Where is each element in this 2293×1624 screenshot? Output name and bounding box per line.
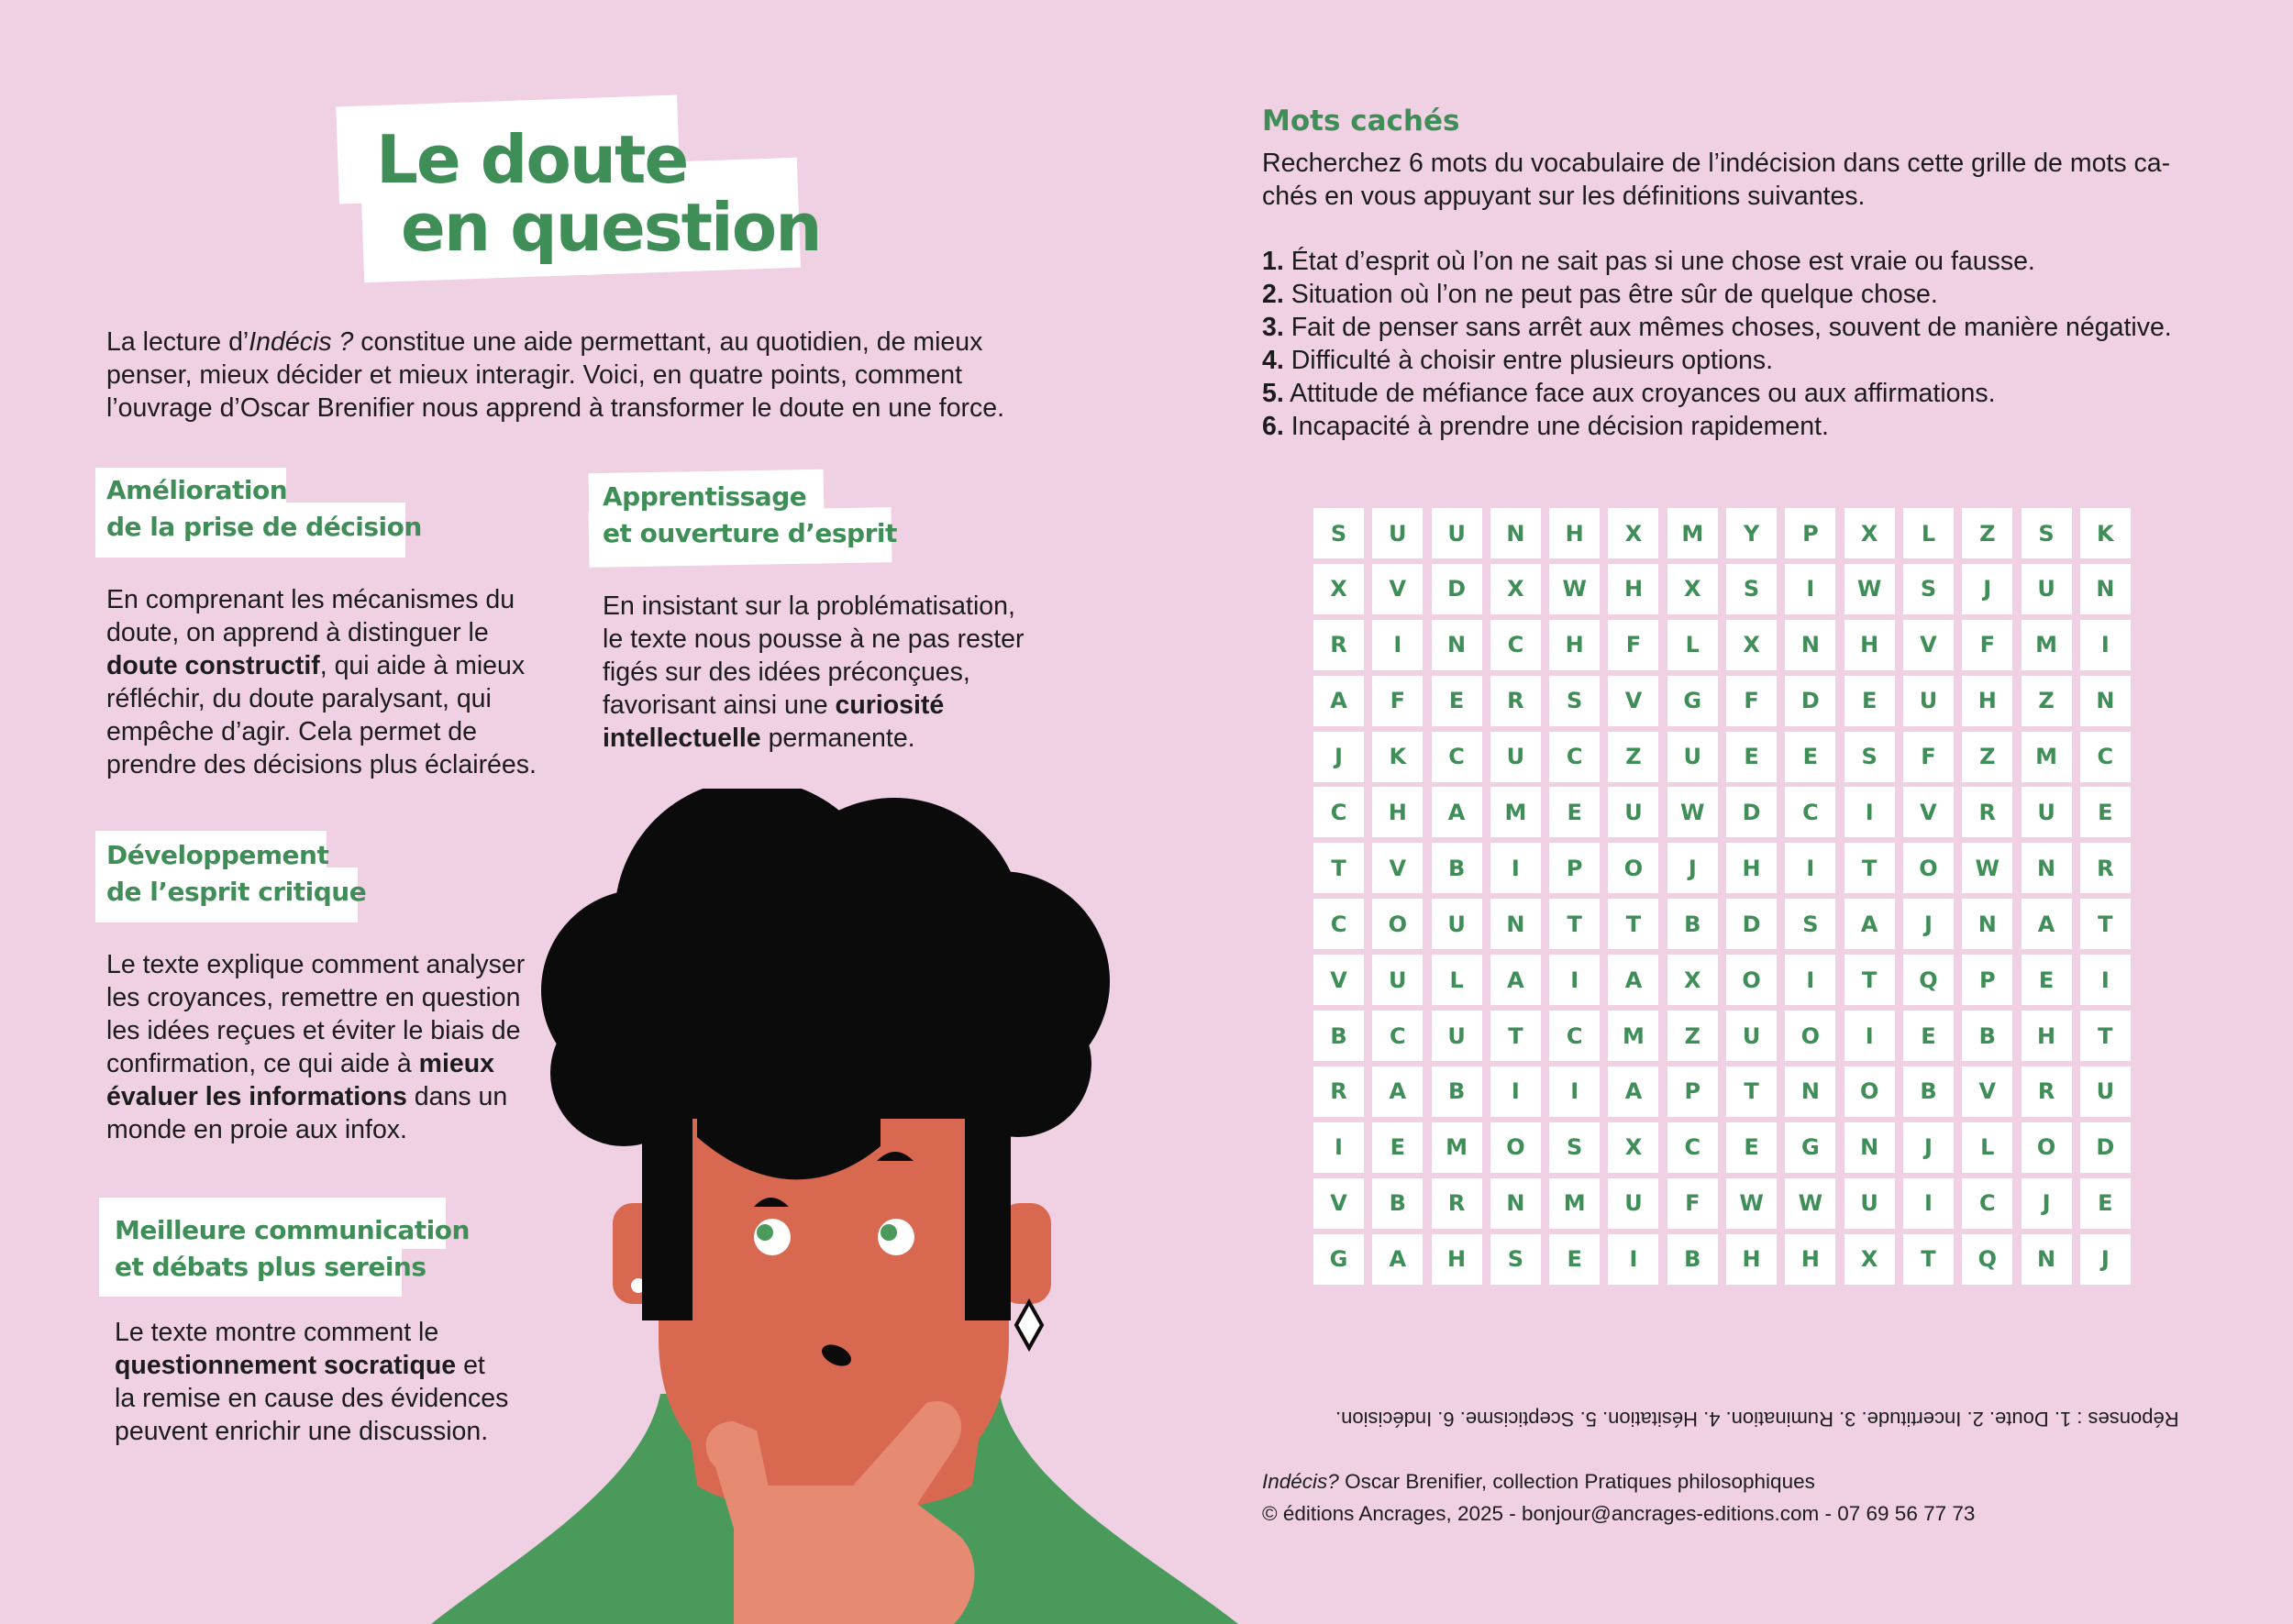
grid-cell[interactable]: W bbox=[1844, 564, 1895, 614]
grid-cell[interactable]: C bbox=[1962, 1178, 2012, 1229]
grid-cell[interactable]: U bbox=[1432, 1011, 1482, 1061]
book-title: Indécis ? bbox=[249, 327, 354, 357]
grid-cell[interactable]: S bbox=[1313, 508, 1364, 558]
clue-item: 3. Fait de penser sans arrêt aux mêmes choses, souvent de manière négative. bbox=[1262, 313, 2172, 342]
grid-cell[interactable]: E bbox=[1844, 676, 1895, 726]
grid-cell[interactable]: H bbox=[1549, 620, 1600, 670]
grid-cell[interactable]: U bbox=[1903, 676, 1954, 726]
grid-cell[interactable]: N bbox=[1844, 1122, 1895, 1173]
clue-item: 4. Difficulté à choisir entre plusieurs options. bbox=[1262, 346, 1774, 375]
grid-cell[interactable]: N bbox=[1785, 1066, 1835, 1117]
grid-cell[interactable]: B bbox=[1313, 1011, 1364, 1061]
grid-cell[interactable]: S bbox=[1549, 676, 1600, 726]
grid-cell[interactable]: X bbox=[1844, 508, 1895, 558]
grid-cell[interactable]: S bbox=[1903, 564, 1954, 614]
grid-cell[interactable]: E bbox=[2022, 955, 2072, 1005]
grid-cell[interactable]: E bbox=[1726, 1122, 1777, 1173]
grid-cell[interactable]: F bbox=[1726, 676, 1777, 726]
grid-cell[interactable]: J bbox=[1667, 843, 1718, 893]
grid-cell[interactable]: E bbox=[1549, 787, 1600, 837]
thinking-person-illustration bbox=[404, 789, 1257, 1624]
grid-cell[interactable]: T bbox=[1726, 1066, 1777, 1117]
grid-cell[interactable]: I bbox=[1313, 1122, 1364, 1173]
grid-cell[interactable]: A bbox=[1490, 955, 1541, 1005]
grid-cell[interactable]: O bbox=[1372, 899, 1423, 949]
section1-heading: Amélioration de la prise de décision bbox=[106, 475, 422, 542]
grid-cell[interactable]: U bbox=[1490, 732, 1541, 782]
grid-cell[interactable]: C bbox=[1667, 1122, 1718, 1173]
grid-cell[interactable]: U bbox=[1372, 955, 1423, 1005]
grid-cell[interactable]: L bbox=[1903, 508, 1954, 558]
right-sideburn bbox=[965, 1082, 1011, 1320]
grid-cell[interactable]: H bbox=[1785, 1234, 1835, 1285]
grid-cell[interactable]: U bbox=[1667, 732, 1718, 782]
grid-cell[interactable]: T bbox=[1313, 843, 1364, 893]
grid-cell[interactable]: N bbox=[2080, 564, 2131, 614]
word-search-title: Mots cachés bbox=[1262, 105, 1460, 138]
grid-cell[interactable]: O bbox=[1844, 1066, 1895, 1117]
word-search-instructions: Recherchez 6 mots du vocabulaire de l’indécision dans cette grille de mots ca-chés en vous appuyant sur les définitions suivantes. bbox=[1262, 149, 2171, 211]
grid-cell[interactable]: V bbox=[1313, 955, 1364, 1005]
grid-cell[interactable]: R bbox=[1962, 787, 2012, 837]
grid-cell[interactable]: P bbox=[1962, 955, 2012, 1005]
grid-cell[interactable]: T bbox=[1608, 899, 1658, 949]
grid-cell[interactable]: S bbox=[1844, 732, 1895, 782]
grid-cell[interactable]: Q bbox=[1903, 955, 1954, 1005]
grid-cell[interactable]: T bbox=[1490, 1011, 1541, 1061]
grid-cell[interactable]: V bbox=[1903, 787, 1954, 837]
grid-cell[interactable]: I bbox=[1903, 1178, 1954, 1229]
grid-cell[interactable]: C bbox=[1313, 899, 1364, 949]
grid-cell[interactable]: L bbox=[1667, 620, 1718, 670]
section4-text: Le texte montre comment le questionnement socratique et la remise en cause des évidences peuvent enrichir une discussion. bbox=[115, 1318, 509, 1446]
grid-cell[interactable]: Y bbox=[1726, 508, 1777, 558]
grid-cell[interactable]: S bbox=[1490, 1234, 1541, 1285]
grid-cell[interactable]: R bbox=[2080, 843, 2131, 893]
grid-cell[interactable]: M bbox=[1432, 1122, 1482, 1173]
grid-cell[interactable]: X bbox=[1667, 955, 1718, 1005]
word-search-grid bbox=[1313, 508, 2131, 1285]
grid-cell[interactable]: E bbox=[2080, 1178, 2131, 1229]
grid-cell[interactable]: F bbox=[1903, 732, 1954, 782]
section3-heading: Développement de l’esprit critique bbox=[106, 840, 367, 907]
grid-cell[interactable]: H bbox=[1432, 1234, 1482, 1285]
clue-list bbox=[1262, 245, 2271, 443]
grid-cell[interactable]: U bbox=[1844, 1178, 1895, 1229]
grid-cell[interactable]: M bbox=[1490, 787, 1541, 837]
grid-cell[interactable]: O bbox=[2022, 1122, 2072, 1173]
section1-text: En comprenant les mécanismes du doute, on apprend à distinguer le doute constructif, qui aide à mieux réfléchir, du doute paralysant, qui empêche d’agir. Cela permet de prendre des décisions plus éclairées. bbox=[106, 585, 537, 779]
grid-cell[interactable]: X bbox=[1844, 1234, 1895, 1285]
grid-cell[interactable]: T bbox=[2080, 1011, 2131, 1061]
grid-cell[interactable]: G bbox=[1785, 1122, 1835, 1173]
grid-cell[interactable]: I bbox=[1372, 620, 1423, 670]
grid-cell[interactable]: U bbox=[1608, 1178, 1658, 1229]
grid-cell[interactable]: C bbox=[1785, 787, 1835, 837]
grid-cell[interactable]: W bbox=[1549, 564, 1600, 614]
grid-cell[interactable]: C bbox=[1313, 787, 1364, 837]
grid-cell[interactable]: K bbox=[2080, 508, 2131, 558]
grid-cell[interactable]: C bbox=[1432, 732, 1482, 782]
grid-cell[interactable]: Q bbox=[1962, 1234, 2012, 1285]
answers-upside-down: Réponses : 1. Doute. 2. Incertitude. 3. Rumination. 4. Hésitation. 5. Scepticisme. 6. Indécision. bbox=[1335, 1408, 2179, 1431]
grid-cell[interactable]: P bbox=[1549, 843, 1600, 893]
grid-cell[interactable]: V bbox=[1372, 564, 1423, 614]
grid-cell[interactable]: Z bbox=[1962, 508, 2012, 558]
grid-cell[interactable]: D bbox=[1726, 899, 1777, 949]
grid-cell[interactable]: B bbox=[1903, 1066, 1954, 1117]
intro-paragraph: La lecture d’Indécis ? constitue une aide permettant, au quotidien, de mieux penser, mieux décider et mieux interagir. Voici, en quatre points, comment l’ouvrage d’Oscar Brenifier nous apprend à transformer le doute en une force. bbox=[106, 327, 1005, 423]
grid-cell[interactable]: A bbox=[2022, 899, 2072, 949]
grid-cell[interactable]: J bbox=[1903, 899, 1954, 949]
grid-cell[interactable]: J bbox=[1903, 1122, 1954, 1173]
grid-cell[interactable]: U bbox=[2022, 564, 2072, 614]
grid-cell[interactable]: C bbox=[1490, 620, 1541, 670]
grid-cell[interactable]: R bbox=[2022, 1066, 2072, 1117]
grid-cell[interactable]: S bbox=[1549, 1122, 1600, 1173]
grid-cell[interactable]: A bbox=[1313, 676, 1364, 726]
grid-cell[interactable]: N bbox=[1962, 899, 2012, 949]
grid-cell[interactable]: A bbox=[1844, 899, 1895, 949]
grid-cell[interactable]: H bbox=[2022, 1011, 2072, 1061]
grid-cell[interactable]: O bbox=[1903, 843, 1954, 893]
grid-cell[interactable]: B bbox=[1432, 843, 1482, 893]
grid-cell[interactable]: T bbox=[2080, 899, 2131, 949]
grid-cell[interactable]: N bbox=[1490, 508, 1541, 558]
grid-cell[interactable]: T bbox=[1844, 843, 1895, 893]
grid-cell[interactable]: X bbox=[1608, 508, 1658, 558]
grid-cell[interactable]: R bbox=[1490, 676, 1541, 726]
grid-cell[interactable]: N bbox=[2080, 676, 2131, 726]
grid-cell[interactable]: U bbox=[1432, 899, 1482, 949]
grid-cell[interactable]: I bbox=[1785, 564, 1835, 614]
grid-cell[interactable]: J bbox=[1313, 732, 1364, 782]
grid-cell[interactable]: L bbox=[1962, 1122, 2012, 1173]
grid-cell[interactable]: U bbox=[2022, 787, 2072, 837]
grid-cell[interactable]: E bbox=[1372, 1122, 1423, 1173]
grid-cell[interactable]: R bbox=[1313, 620, 1364, 670]
grid-cell[interactable]: O bbox=[1726, 955, 1777, 1005]
grid-cell[interactable]: H bbox=[1726, 843, 1777, 893]
grid-cell[interactable]: H bbox=[1549, 508, 1600, 558]
grid-cell[interactable]: N bbox=[2022, 843, 2072, 893]
grid-cell[interactable]: P bbox=[1785, 508, 1835, 558]
grid-cell[interactable]: L bbox=[1432, 955, 1482, 1005]
grid-cell[interactable]: B bbox=[1432, 1066, 1482, 1117]
grid-cell[interactable]: T bbox=[1844, 955, 1895, 1005]
grid-cell[interactable]: Z bbox=[1962, 732, 2012, 782]
earring-diamond bbox=[1016, 1302, 1042, 1348]
grid-cell[interactable]: Z bbox=[1608, 732, 1658, 782]
grid-cell[interactable]: T bbox=[1549, 899, 1600, 949]
grid-cell[interactable]: I bbox=[1549, 1066, 1600, 1117]
grid-cell[interactable]: K bbox=[1372, 732, 1423, 782]
grid-cell[interactable]: A bbox=[1432, 787, 1482, 837]
clue-item: 1. État d’esprit où l’on ne sait pas si une chose est vraie ou fausse. bbox=[1262, 247, 2035, 276]
grid-cell[interactable]: U bbox=[1432, 508, 1482, 558]
grid-cell[interactable]: M bbox=[1608, 1011, 1658, 1061]
grid-cell[interactable]: W bbox=[1726, 1178, 1777, 1229]
grid-cell[interactable]: N bbox=[1490, 1178, 1541, 1229]
section4-heading: Meilleure communication et débats plus sereins bbox=[115, 1215, 470, 1282]
grid-cell[interactable]: W bbox=[1962, 843, 2012, 893]
grid-cell[interactable]: D bbox=[1432, 564, 1482, 614]
grid-cell[interactable]: U bbox=[1726, 1011, 1777, 1061]
grid-cell[interactable]: V bbox=[1313, 1178, 1364, 1229]
grid-cell[interactable]: I bbox=[1785, 843, 1835, 893]
grid-cell[interactable]: J bbox=[1962, 564, 2012, 614]
grid-cell[interactable]: I bbox=[2080, 955, 2131, 1005]
grid-cell[interactable]: A bbox=[1372, 1066, 1423, 1117]
grid-cell[interactable]: X bbox=[1667, 564, 1718, 614]
grid-cell[interactable]: E bbox=[1903, 1011, 1954, 1061]
grid-cell[interactable]: M bbox=[1549, 1178, 1600, 1229]
grid-cell[interactable]: N bbox=[2022, 1234, 2072, 1285]
grid-cell[interactable]: G bbox=[1667, 676, 1718, 726]
grid-cell[interactable]: I bbox=[1490, 1066, 1541, 1117]
section2-text: En insistant sur la problématisation, le texte nous pousse à ne pas rester figés sur des idées préconçues, favorisant ainsi une curiosité intellectuelle permanente. bbox=[603, 591, 1025, 753]
grid-cell[interactable]: V bbox=[1372, 843, 1423, 893]
grid-cell[interactable]: H bbox=[1372, 787, 1423, 837]
grid-cell[interactable]: U bbox=[1372, 508, 1423, 558]
section3-text: Le texte explique comment analyser les croyances, remettre en question les idées reçues et éviter le biais de confirmation, ce qui aide à mieux évaluer les informations dans un monde en proie aux infox. bbox=[106, 950, 526, 1144]
grid-cell[interactable]: Z bbox=[2022, 676, 2072, 726]
grid-cell[interactable]: B bbox=[1667, 1234, 1718, 1285]
grid-cell[interactable]: S bbox=[1726, 564, 1777, 614]
grid-cell[interactable]: W bbox=[1785, 1178, 1835, 1229]
grid-cell[interactable]: E bbox=[1726, 732, 1777, 782]
grid-cell[interactable]: X bbox=[1313, 564, 1364, 614]
grid-cell[interactable]: H bbox=[1962, 676, 2012, 726]
grid-cell[interactable]: R bbox=[1432, 1178, 1482, 1229]
grid-cell[interactable]: T bbox=[1903, 1234, 1954, 1285]
grid-cell[interactable]: J bbox=[2022, 1178, 2072, 1229]
grid-cell[interactable]: V bbox=[1962, 1066, 2012, 1117]
page-title-line2: en question bbox=[401, 189, 821, 266]
grid-cell[interactable]: I bbox=[1549, 955, 1600, 1005]
page-title-line1: Le doute bbox=[376, 121, 688, 198]
clue-item: 2. Situation où l’on ne peut pas être sûr de quelque chose. bbox=[1262, 280, 1938, 309]
grid-cell[interactable]: B bbox=[1962, 1011, 2012, 1061]
grid-cell[interactable]: C bbox=[1549, 732, 1600, 782]
clue-item: 5. Attitude de méfiance face aux croyances ou aux affirmations. bbox=[1262, 379, 1996, 408]
section2-heading: Apprentissage et ouverture d’esprit bbox=[603, 481, 897, 548]
grid-cell[interactable]: H bbox=[1844, 620, 1895, 670]
grid-cell[interactable]: O bbox=[1608, 843, 1658, 893]
grid-cell[interactable]: N bbox=[1785, 620, 1835, 670]
grid-cell[interactable]: B bbox=[1667, 899, 1718, 949]
grid-cell[interactable]: E bbox=[1549, 1234, 1600, 1285]
grid-cell[interactable]: H bbox=[1726, 1234, 1777, 1285]
grid-cell[interactable]: O bbox=[1490, 1122, 1541, 1173]
grid-cell[interactable]: C bbox=[1549, 1011, 1600, 1061]
left-sideburn bbox=[642, 1082, 692, 1320]
grid-cell[interactable]: F bbox=[1608, 620, 1658, 670]
grid-cell[interactable]: O bbox=[1785, 1011, 1835, 1061]
grid-cell[interactable]: D bbox=[2080, 1122, 2131, 1173]
grid-cell[interactable]: I bbox=[1608, 1234, 1658, 1285]
grid-cell[interactable]: I bbox=[1844, 1011, 1895, 1061]
grid-cell[interactable]: J bbox=[2080, 1234, 2131, 1285]
grid-cell[interactable]: I bbox=[1844, 787, 1895, 837]
grid-cell[interactable]: B bbox=[1372, 1178, 1423, 1229]
grid-cell[interactable]: I bbox=[1785, 955, 1835, 1005]
grid-cell[interactable]: V bbox=[1608, 676, 1658, 726]
grid-cell[interactable]: C bbox=[1372, 1011, 1423, 1061]
grid-cell[interactable]: U bbox=[1608, 787, 1658, 837]
grid-cell[interactable]: F bbox=[1372, 676, 1423, 726]
grid-cell[interactable]: S bbox=[1785, 899, 1835, 949]
grid-cell[interactable]: A bbox=[1608, 1066, 1658, 1117]
grid-cell[interactable]: A bbox=[1372, 1234, 1423, 1285]
grid-cell[interactable]: E bbox=[1432, 676, 1482, 726]
grid-cell[interactable]: C bbox=[2080, 732, 2131, 782]
grid-cell[interactable]: D bbox=[1726, 787, 1777, 837]
grid-cell[interactable]: N bbox=[1432, 620, 1482, 670]
grid-cell[interactable]: A bbox=[1608, 955, 1658, 1005]
clue-item: 6. Incapacité à prendre une décision rapidement. bbox=[1262, 412, 1829, 441]
grid-cell[interactable]: M bbox=[1667, 508, 1718, 558]
grid-cell[interactable]: M bbox=[2022, 732, 2072, 782]
footer-credits: Indécis? Oscar Brenifier, collection Pratiques philosophiques © éditions Ancrages, 2025 - bonjour@ancrages-editions.com - 07 69 56 77 73 bbox=[1262, 1470, 1976, 1525]
grid-cell[interactable]: X bbox=[1490, 564, 1541, 614]
grid-cell[interactable]: D bbox=[1785, 676, 1835, 726]
grid-cell[interactable]: X bbox=[1608, 1122, 1658, 1173]
grid-cell[interactable]: I bbox=[2080, 620, 2131, 670]
grid-cell[interactable]: P bbox=[1667, 1066, 1718, 1117]
grid-cell[interactable]: X bbox=[1726, 620, 1777, 670]
grid-cell[interactable]: W bbox=[1667, 787, 1718, 837]
grid-cell[interactable]: S bbox=[2022, 508, 2072, 558]
grid-cell[interactable]: E bbox=[1785, 732, 1835, 782]
grid-cell[interactable]: F bbox=[1962, 620, 2012, 670]
grid-cell[interactable]: M bbox=[2022, 620, 2072, 670]
grid-cell[interactable]: N bbox=[1490, 899, 1541, 949]
grid-cell[interactable]: E bbox=[2080, 787, 2131, 837]
grid-cell[interactable]: G bbox=[1313, 1234, 1364, 1285]
grid-cell[interactable]: F bbox=[1667, 1178, 1718, 1229]
grid-cell[interactable]: I bbox=[1490, 843, 1541, 893]
grid-cell[interactable]: V bbox=[1903, 620, 1954, 670]
grid-cell[interactable]: U bbox=[2080, 1066, 2131, 1117]
grid-cell[interactable]: R bbox=[1313, 1066, 1364, 1117]
grid-cell[interactable]: H bbox=[1608, 564, 1658, 614]
grid-cell[interactable]: Z bbox=[1667, 1011, 1718, 1061]
